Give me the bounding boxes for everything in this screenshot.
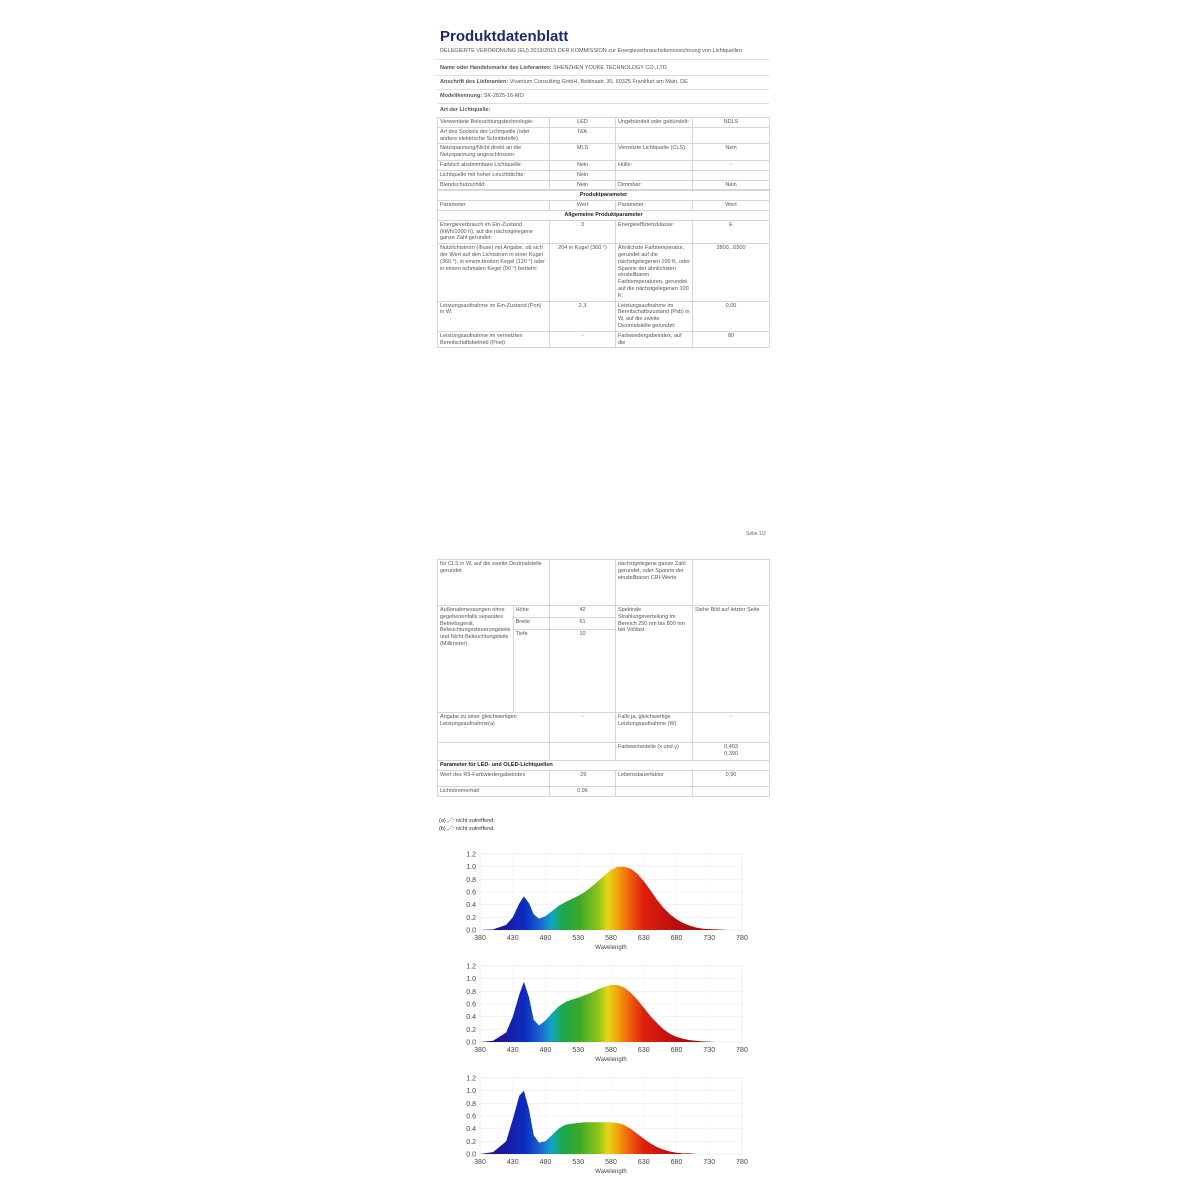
dim-height-label: Höhe (513, 606, 549, 618)
chroma-y: 0,390 (724, 750, 738, 757)
y-tick-label: 0.6 (466, 1001, 476, 1009)
general-param-row (438, 220, 770, 243)
spectrum-chart-2 (452, 960, 748, 1072)
y-tick-label: 0.4 (466, 1014, 476, 1022)
x-tick-label: 780 (736, 935, 748, 942)
general-param-header-row: Allgemeine Produktparameter (438, 210, 770, 220)
x-tick-label: 430 (506, 1159, 519, 1166)
supplier-label: Name oder Handelsmarke des Lieferanten: (440, 65, 552, 71)
continued-row: für CLS in W, auf die zweite Dezimalstelle gerundet nächstgelegene ganze Zahl gerundet, oder Spanne der einstellbaren CRI-Werte (438, 560, 770, 606)
x-tick-label: 430 (506, 1047, 519, 1054)
general-param-value: E (693, 220, 770, 243)
x-tick-label: 730 (703, 935, 716, 942)
supplier-value: SHENZHEN YOUKE TECHNOLOGY CO.,LTD (553, 65, 667, 71)
spectrum-chart-1 (452, 848, 748, 960)
spectrum-chart-2-svg (452, 960, 748, 1072)
x-tick-label: 630 (637, 935, 650, 942)
type-row (438, 127, 770, 144)
x-tick-label: 530 (572, 1047, 585, 1054)
general-param-value: 80 (693, 331, 770, 348)
y-tick-label: 1.2 (466, 851, 476, 859)
type-row (438, 118, 770, 128)
general-param-label: Ähnlichste Farbtemperatur, gerundet auf die nächstgelegenen 100 K, oder Spanne der ähnlichsten einstellbaren Farbtemperaturen, gerundet auf die nächstgelegenen 100 K: (616, 244, 693, 301)
type-row-value: Nein (550, 170, 616, 180)
dim-width-label: Breite (513, 618, 549, 630)
lumen-row: Lichtstromerhalt 0,96 (438, 786, 770, 796)
x-tick-label: 480 (539, 1047, 552, 1054)
y-tick-label: 1.2 (466, 963, 476, 971)
general-param-value: 3 (550, 220, 616, 243)
type-row-value: Nein (693, 180, 770, 190)
datasheet-page-2 (437, 559, 769, 817)
type-row-value: N/A (550, 127, 616, 144)
dim-width-value: 61 (550, 618, 615, 630)
footnote-2: (b) „-“: nicht zutreffend. (439, 826, 495, 832)
general-param-row (438, 331, 770, 348)
x-tick-label: 680 (670, 1047, 683, 1054)
type-row-value (693, 127, 770, 144)
general-param-value: - (550, 331, 616, 348)
x-axis-label: Wavelength (595, 1169, 627, 1175)
general-param-value: 2800...6500 (693, 244, 770, 301)
spectrum-chart-3-svg (452, 1072, 748, 1184)
general-param-label: Energieeffizienzklasse: (616, 220, 693, 243)
spectrum-chart-1-svg (452, 848, 748, 960)
chroma-x: 0,403 (724, 744, 738, 750)
y-tick-label: 0.6 (466, 889, 476, 897)
x-tick-label: 380 (474, 1047, 486, 1054)
x-tick-label: 580 (605, 1047, 617, 1054)
dim-depth-value: 10 (579, 631, 586, 637)
supplier-line (437, 62, 769, 76)
y-tick-label: 1.0 (466, 864, 476, 872)
type-row-label: Blendschutzschild: (438, 180, 550, 190)
y-tick-label: 1.0 (466, 1088, 476, 1096)
x-tick-label: 780 (736, 1159, 748, 1166)
address-label: Anschrift des Lieferanten: (440, 79, 509, 85)
type-row-value: Nein (550, 160, 616, 170)
product-param-header-row: Produktparameter (438, 191, 770, 201)
x-axis-label: Wavelength (595, 1057, 627, 1063)
type-row-label: Farblich abstimmbare Lichtquelle: (438, 160, 550, 170)
spectrum-chart-3 (452, 1072, 748, 1184)
general-param-label: Leistungsaufnahme im vernetzten Bereitschaftsbetrieb (Pnet) (438, 331, 550, 348)
type-row (438, 160, 770, 170)
type-row-label: Art des Sockels der Lichtquelle (oder andere elektrische Schnittstelle) (438, 127, 550, 144)
model-line (437, 90, 769, 104)
dimensions-subtable: Außenabmessungen ohne gegebenenfalls separates Betriebsgerät, Beleuchtungssteuerungsteile und Nicht-Beleuchtungsteile (Millimeter) Höhe Breite Tiefe (438, 606, 549, 712)
x-axis-label: Wavelength (595, 945, 627, 951)
type-row-label: Hülle: (616, 160, 693, 170)
dim-height-value: 42 (550, 606, 615, 618)
type-row-label: Vernetzte Lichtquelle (CLS): (616, 144, 693, 161)
y-tick-label: 0.8 (466, 1100, 476, 1108)
y-tick-label: 0.8 (466, 988, 476, 996)
type-row-label: Ungebündelt oder gebündelt: (616, 118, 693, 128)
type-row-label: Netzspannung/Nicht direkt an die Netzspannung angeschlossen: (438, 144, 550, 161)
general-param-row (438, 301, 770, 331)
x-tick-label: 730 (703, 1159, 716, 1166)
general-param-label: Farbwiedergabeindex, auf die (616, 331, 693, 348)
dim-depth-label: Tiefe (515, 631, 528, 637)
datasheet-page-1 (437, 26, 769, 529)
y-tick-label: 0.2 (466, 914, 476, 922)
x-tick-label: 630 (637, 1159, 650, 1166)
y-tick-label: 0.4 (466, 902, 476, 910)
type-heading: Art der Lichtquelle: (440, 107, 491, 113)
general-param-label: Leistungsaufnahme im Bereitschaftszustand (Psb) in W, auf die zweite Dezimalstelle gerundet: (616, 301, 693, 331)
y-tick-label: 0.0 (466, 1039, 476, 1047)
page-number: Seite 1/2 (746, 531, 766, 537)
x-tick-label: 780 (736, 1047, 748, 1054)
product-param-columns: Parameter Wert Parameter Wert (438, 201, 770, 211)
x-tick-label: 530 (572, 1159, 585, 1166)
y-tick-label: 0.0 (466, 1151, 476, 1159)
general-param-value: 0,00 (693, 301, 770, 331)
x-tick-label: 530 (572, 935, 585, 942)
address-value: Vivantum Consulting GmbH, Bettinastr. 30, 60325 Frankfurt am Main, DE (509, 79, 688, 85)
y-tick-label: 0.2 (466, 1138, 476, 1146)
type-row (438, 144, 770, 161)
general-param-label: Nutzlichtstrom (Φuse) mit Angabe, ob sich der Wert auf den Lichtstrom in einer Kugel (360 °), in einem breiten Kegel (120 °) oder in einem schmalen Kegel (90 °) bezieht: (438, 244, 550, 301)
x-tick-label: 480 (539, 1159, 552, 1166)
type-row-label (616, 127, 693, 144)
type-row-value: Nein (550, 180, 616, 190)
document-title: Produktdatenblatt (440, 28, 569, 45)
y-tick-label: 1.0 (466, 976, 476, 984)
x-tick-label: 380 (474, 1159, 486, 1166)
x-tick-label: 430 (506, 935, 519, 942)
type-row-value: NDLS (693, 118, 770, 128)
address-line (437, 76, 769, 90)
light-source-type-table (437, 117, 770, 190)
x-tick-label: 730 (703, 1047, 716, 1054)
general-param-value: 204 in Kugel (360 °) (550, 244, 616, 301)
dimensions-row: Außenabmessungen ohne gegebenenfalls separates Betriebsgerät, Beleuchtungssteuerungsteile und Nicht-Beleuchtungsteile (Millimeter) Höhe Breite Tiefe 42 61 10 Spektrale Strahlungsverteilung im Bereich 250 nm bis 800 nm bei Volllast Siehe Bild auf letzter Seite (438, 606, 770, 713)
type-row-value: Nein (693, 144, 770, 161)
x-tick-label: 680 (670, 1159, 683, 1166)
type-row (438, 180, 770, 190)
y-tick-label: 0.4 (466, 1126, 476, 1134)
x-tick-label: 680 (670, 935, 683, 942)
general-param-row (438, 244, 770, 301)
r9-row: Wert des R9-Farbwiedergabeindex -29 Lebensdauerfaktor 0,90 (438, 770, 770, 786)
general-param-value: 2,3 (550, 301, 616, 331)
x-tick-label: 580 (605, 935, 617, 942)
x-tick-label: 630 (637, 1047, 650, 1054)
y-tick-label: 0.6 (466, 1113, 476, 1121)
continued-parameter-table (437, 559, 770, 797)
model-value: SK-2825-16-MO (483, 93, 524, 99)
y-tick-label: 0.0 (466, 927, 476, 935)
product-parameter-table (437, 190, 770, 348)
chromaticity-row: Farbwertanteile (x und y) 0,403 0,390 (438, 743, 770, 761)
type-row-label: Verwendete Beleuchtungstechnologie: (438, 118, 550, 128)
type-row-label (616, 170, 693, 180)
model-label: Modellkennung: (440, 93, 483, 99)
led-header-row: Parameter für LED- und OLED-Lichtquellen (438, 761, 770, 771)
type-row-value: - (693, 160, 770, 170)
type-row (438, 170, 770, 180)
type-row-value (693, 170, 770, 180)
general-param-label: Energieverbrauch im Ein-Zustand (kWh/1000 h), auf die nächstgelegene ganze Zahl gerundet: (438, 220, 550, 243)
y-tick-label: 0.2 (466, 1026, 476, 1034)
type-row-label: Lichtquelle mit hoher Leuchtdichte: (438, 170, 550, 180)
equivalent-row: Angabe zu einer gleichwertigen Leistungsaufnahme(a) - Falls ja, gleichwertige Leistungsaufnahme (W) - (438, 713, 770, 743)
footnote-1: (a) „-“: nicht zutreffend; (439, 818, 495, 824)
type-row-label: Dimmbar: (616, 180, 693, 190)
type-row-value: LED (550, 118, 616, 128)
y-tick-label: 0.8 (466, 876, 476, 884)
regulation-text: DELEGIERTE VERORDNUNG (EU) 2019/2015 DER KOMMISSION zur Energieverbrauchskennzeichnung von Lichtquellen (437, 48, 769, 60)
x-tick-label: 380 (474, 935, 486, 942)
x-tick-label: 580 (605, 1159, 617, 1166)
y-tick-label: 1.2 (466, 1075, 476, 1083)
type-row-value: MLS (550, 144, 616, 161)
general-param-label: Leistungsaufnahme im Ein-Zustand (Pon) in W: (438, 301, 550, 331)
x-tick-label: 480 (539, 935, 552, 942)
